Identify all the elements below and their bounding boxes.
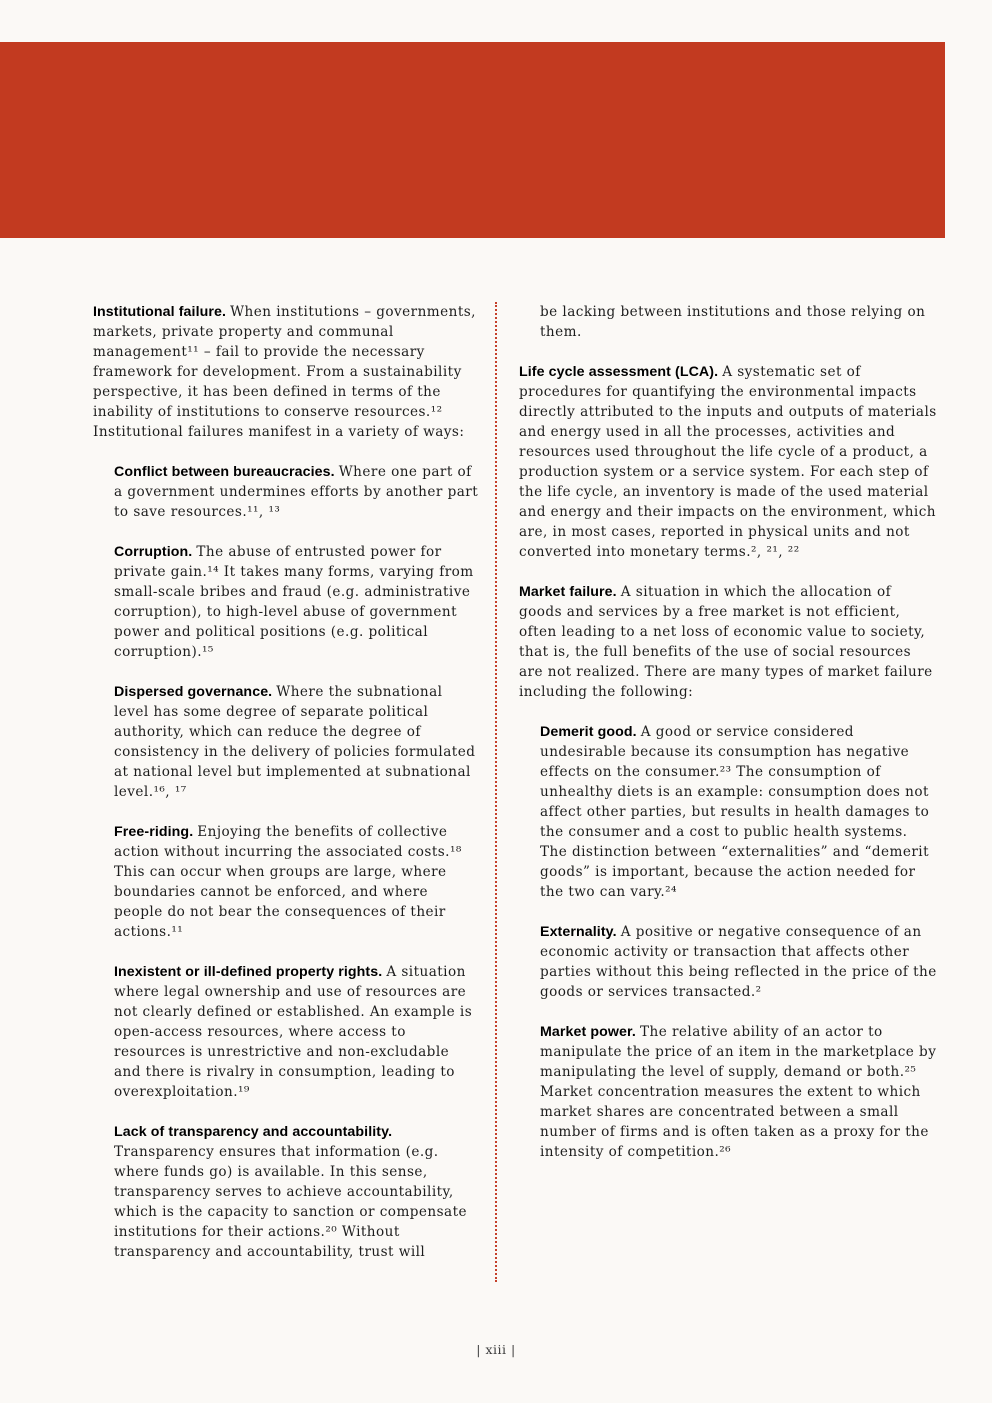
glossary-term: Inexistent or ill-defined property rights.: [114, 964, 387, 980]
glossary-entry: [540, 1022, 937, 1162]
glossary-definition: Where one part of a government undermines efforts by another part to save resources.¹¹, ¹³: [114, 464, 479, 520]
glossary-entry: [540, 722, 937, 902]
glossary-term: Demerit good.: [540, 724, 641, 740]
glossary-entry: [93, 302, 480, 442]
glossary-entry: [519, 582, 937, 702]
glossary-definition: A systematic set of procedures for quantifying the environmental impacts directly attributed to the inputs and outputs of materials and energy used in all the processes, activities and resources used throughout the life cycle of a product, a production system or a service system. For each step of the life cycle, an inventory is made of the used material and energy and their impacts on the environment, which are, in most cases, reported in physical units and not converted into monetary terms.², ²¹, ²²: [519, 364, 937, 560]
glossary-term: Market power.: [540, 1024, 640, 1040]
glossary-entry: [114, 822, 480, 942]
right-column: [497, 302, 937, 1282]
glossary-definition: A situation where legal ownership and use of resources are not clearly defined or established. An example is open-access resources, where access to resources is unrestrictive and non-excludable and there is rivalry in consumption, leading to overexploitation.¹⁹: [114, 964, 473, 1100]
glossary-entry: [114, 1122, 480, 1262]
header-band: [0, 42, 945, 238]
glossary-entry: [114, 682, 480, 802]
glossary-term: Institutional failure.: [93, 304, 231, 320]
glossary-term: Corruption.: [114, 544, 197, 560]
glossary-entry: [114, 462, 480, 522]
glossary-definition: Where the subnational level has some degree of separate political authority, which can reduce the degree of consistency in the delivery of policies formulated at national level but implemented at subnational level.¹⁶, ¹⁷: [114, 684, 476, 800]
glossary-entry: [114, 962, 480, 1102]
glossary-definition: Enjoying the benefits of collective action without incurring the associated costs.¹⁸ This can occur when groups are large, where boundaries cannot be enforced, and where people do not bear the consequences of their actions.¹¹: [114, 824, 462, 940]
glossary-entry: [114, 542, 480, 662]
glossary-term: Market failure.: [519, 584, 621, 600]
glossary-definition: The relative ability of an actor to manipulate the price of an item in the marketplace by manipulating the level of supply, demand or both.²⁵ Market concentration measures the extent to which market shares are concentrated between a small number of firms and is often taken as a proxy for the intensity of competition.²⁶: [540, 1024, 937, 1160]
glossary-entry: [540, 302, 937, 342]
glossary-term: Externality.: [540, 924, 621, 940]
glossary-term: Life cycle assessment (LCA).: [519, 364, 723, 380]
left-column: [93, 302, 480, 1282]
glossary-entry: [519, 362, 937, 562]
glossary-definition: Transparency ensures that information (e.g. where funds go) is available. In this sense, transparency serves to achieve accountability, which is the capacity to sanction or compensate institutions for their actions.²⁰ Without transparency and accountability, trust will: [114, 1144, 468, 1260]
glossary-term: Lack of transparency and accountability.: [114, 1124, 393, 1140]
glossary-definition: A positive or negative consequence of an economic activity or transaction that affects other parties without this being reflected in the price of the goods or services transacted.²: [540, 924, 937, 1000]
glossary-definition: A good or service considered undesirable because its consumption has negative effects on the consumer.²³ The consumption of unhealthy diets is an example: consumption does not affect other parties, but results in health damages to the consumer and a cost to public health systems. The distinction between “externalities” and “demerit goods” is important, because the action needed for the two can vary.²⁴: [540, 724, 930, 900]
glossary-definition: When institutions – governments, markets, private property and communal management¹¹ – fail to provide the necessary framework for development. From a sustainability perspective, it has been defined in terms of the inability of institutions to conserve resources.¹² Institutional failures manifest in a variety of ways:: [93, 304, 476, 440]
glossary-term: Conflict between bureaucracies.: [114, 464, 339, 480]
glossary-definition: A situation in which the allocation of goods and services by a free market is not efficient, often leading to a net loss of economic value to society, that is, the full benefits of the use of social resources are not realized. There are many types of market failure including the following:: [519, 584, 933, 700]
glossary-definition: be lacking between institutions and those relying on them.: [540, 304, 926, 340]
page-number: | xiii |: [476, 1342, 516, 1357]
glossary-content: [93, 302, 937, 1282]
glossary-term: Free-riding.: [114, 824, 198, 840]
glossary-term: Dispersed governance.: [114, 684, 277, 700]
glossary-entry: [540, 922, 937, 1002]
glossary-definition: The abuse of entrusted power for private gain.¹⁴ It takes many forms, varying from small-scale bribes and fraud (e.g. administrative corruption), to high-level abuse of government power and political positions (e.g. political corruption).¹⁵: [114, 544, 474, 660]
